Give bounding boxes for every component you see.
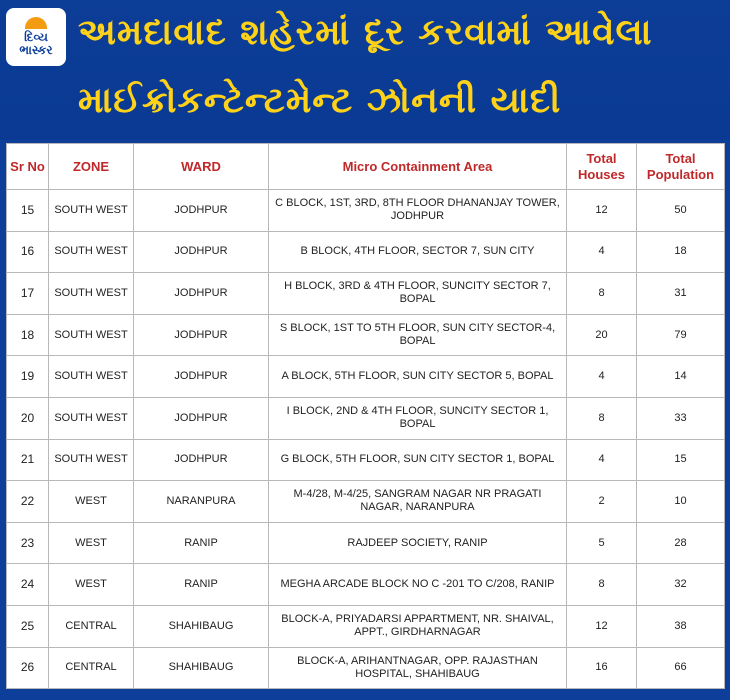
- table-row: [7, 273, 725, 315]
- cell-total-houses: 20: [567, 314, 637, 356]
- sun-icon: [25, 17, 47, 29]
- cell-total-houses: 12: [567, 190, 637, 232]
- cell-total-population: 66: [637, 647, 725, 689]
- cell-ward: JODHPUR: [134, 439, 269, 481]
- table-row: [7, 605, 725, 647]
- cell-total-population: 15: [637, 439, 725, 481]
- table-header-row: [7, 144, 725, 190]
- header-ward: WARD: [134, 144, 269, 190]
- cell-total-population: 18: [637, 231, 725, 273]
- containment-zone-table: [6, 143, 725, 689]
- cell-total-houses: 2: [567, 481, 637, 523]
- cell-total-houses: 16: [567, 647, 637, 689]
- cell-zone: SOUTH WEST: [49, 439, 134, 481]
- table-row: [7, 356, 725, 398]
- cell-zone: WEST: [49, 481, 134, 523]
- table-row: [7, 190, 725, 232]
- cell-area: S BLOCK, 1ST TO 5TH FLOOR, SUN CITY SECTOR-4, BOPAL: [269, 314, 567, 356]
- cell-total-population: 31: [637, 273, 725, 315]
- cell-zone: SOUTH WEST: [49, 231, 134, 273]
- cell-sr-no: 22: [7, 481, 49, 523]
- cell-sr-no: 16: [7, 231, 49, 273]
- cell-sr-no: 15: [7, 190, 49, 232]
- cell-area: G BLOCK, 5TH FLOOR, SUN CITY SECTOR 1, BOPAL: [269, 439, 567, 481]
- cell-sr-no: 26: [7, 647, 49, 689]
- cell-total-houses: 8: [567, 564, 637, 606]
- cell-area: C BLOCK, 1ST, 3RD, 8TH FLOOR DHANANJAY TOWER, JODHPUR: [269, 190, 567, 232]
- header-total-population: Total Population: [637, 144, 725, 190]
- cell-zone: SOUTH WEST: [49, 190, 134, 232]
- cell-sr-no: 18: [7, 314, 49, 356]
- header-banner: [0, 0, 730, 140]
- cell-total-population: 28: [637, 522, 725, 564]
- table-row: [7, 481, 725, 523]
- table-row: [7, 439, 725, 481]
- cell-total-houses: 4: [567, 231, 637, 273]
- table-row: [7, 522, 725, 564]
- cell-total-population: 79: [637, 314, 725, 356]
- cell-sr-no: 25: [7, 605, 49, 647]
- cell-total-population: 10: [637, 481, 725, 523]
- page-title-line2: માઈક્રોકન્ટેન્ટમેન્ટ ઝોનની યાદી: [78, 80, 562, 121]
- cell-total-population: 33: [637, 397, 725, 439]
- cell-total-houses: 8: [567, 273, 637, 315]
- cell-ward: RANIP: [134, 522, 269, 564]
- cell-ward: SHAHIBAUG: [134, 647, 269, 689]
- table-row: [7, 314, 725, 356]
- cell-zone: SOUTH WEST: [49, 397, 134, 439]
- divya-bhaskar-logo: [6, 8, 66, 66]
- cell-sr-no: 19: [7, 356, 49, 398]
- cell-area: I BLOCK, 2ND & 4TH FLOOR, SUNCITY SECTOR 1, BOPAL: [269, 397, 567, 439]
- cell-sr-no: 24: [7, 564, 49, 606]
- cell-area: H BLOCK, 3RD & 4TH FLOOR, SUNCITY SECTOR 7, BOPAL: [269, 273, 567, 315]
- cell-zone: WEST: [49, 522, 134, 564]
- header-area: Micro Containment Area: [269, 144, 567, 190]
- cell-zone: SOUTH WEST: [49, 356, 134, 398]
- cell-total-houses: 4: [567, 439, 637, 481]
- table-row: [7, 397, 725, 439]
- cell-zone: WEST: [49, 564, 134, 606]
- cell-ward: JODHPUR: [134, 190, 269, 232]
- cell-ward: JODHPUR: [134, 397, 269, 439]
- cell-sr-no: 20: [7, 397, 49, 439]
- cell-ward: RANIP: [134, 564, 269, 606]
- cell-total-population: 32: [637, 564, 725, 606]
- cell-area: B BLOCK, 4TH FLOOR, SECTOR 7, SUN CITY: [269, 231, 567, 273]
- table-row: [7, 647, 725, 689]
- table-row: [7, 564, 725, 606]
- cell-total-houses: 8: [567, 397, 637, 439]
- cell-area: BLOCK-A, ARIHANTNAGAR, OPP. RAJASTHAN HOSPITAL, SHAHIBAUG: [269, 647, 567, 689]
- cell-sr-no: 23: [7, 522, 49, 564]
- cell-area: MEGHA ARCADE BLOCK NO C -201 TO C/208, RANIP: [269, 564, 567, 606]
- cell-total-population: 50: [637, 190, 725, 232]
- cell-sr-no: 17: [7, 273, 49, 315]
- header-zone: ZONE: [49, 144, 134, 190]
- cell-area: BLOCK-A, PRIYADARSI APPARTMENT, NR. SHAIVAL, APPT., GIRDHARNAGAR: [269, 605, 567, 647]
- cell-total-houses: 4: [567, 356, 637, 398]
- cell-ward: JODHPUR: [134, 231, 269, 273]
- cell-ward: JODHPUR: [134, 273, 269, 315]
- logo-text-line2: ભાસ્કર: [19, 43, 53, 57]
- cell-zone: SOUTH WEST: [49, 314, 134, 356]
- cell-zone: SOUTH WEST: [49, 273, 134, 315]
- table-row: [7, 231, 725, 273]
- cell-area: RAJDEEP SOCIETY, RANIP: [269, 522, 567, 564]
- cell-ward: NARANPURA: [134, 481, 269, 523]
- logo-text-line1: દિવ્ય: [24, 30, 48, 44]
- cell-ward: JODHPUR: [134, 314, 269, 356]
- cell-zone: CENTRAL: [49, 605, 134, 647]
- cell-total-houses: 12: [567, 605, 637, 647]
- cell-area: A BLOCK, 5TH FLOOR, SUN CITY SECTOR 5, BOPAL: [269, 356, 567, 398]
- cell-total-houses: 5: [567, 522, 637, 564]
- cell-ward: JODHPUR: [134, 356, 269, 398]
- header-sr-no: Sr No: [7, 144, 49, 190]
- cell-sr-no: 21: [7, 439, 49, 481]
- cell-area: M-4/28, M-4/25, SANGRAM NAGAR NR PRAGATI NAGAR, NARANPURA: [269, 481, 567, 523]
- cell-zone: CENTRAL: [49, 647, 134, 689]
- header-total-houses: Total Houses: [567, 144, 637, 190]
- cell-total-population: 38: [637, 605, 725, 647]
- cell-total-population: 14: [637, 356, 725, 398]
- cell-ward: SHAHIBAUG: [134, 605, 269, 647]
- page-title-line1: અમદાવાદ શહેરમાં દૂર કરવામાં આવેલા: [78, 12, 653, 53]
- table-body: [7, 190, 725, 689]
